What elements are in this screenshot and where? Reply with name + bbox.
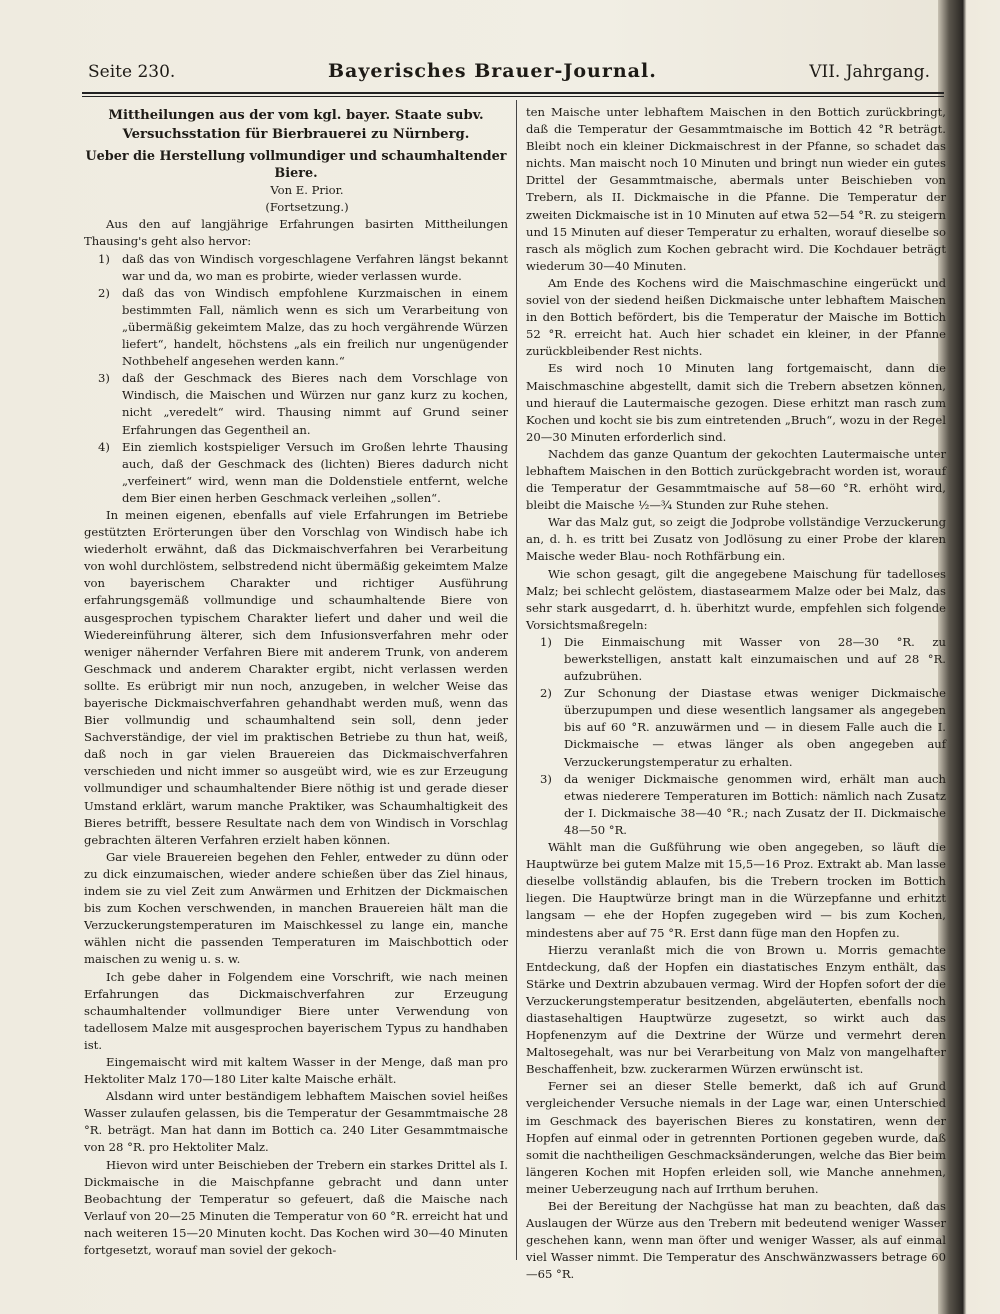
paragraph: ten Maische unter lebhaftem Maischen in den Bottich zurückbringt, daß die Temperatur der Gesammtmaische im Bottich 42 °R beträgt. Bleibt noch ein kleiner Dickmaischrest in der Pfanne, so schadet das nichts. Man maischt noch 10 Minuten und bringt nun wieder ein gutes Drittel der Gesammtmaische, abermals unter Beischieben von Trebern, als II. Dickmaische in die Pfanne. Die Temperatur der zweiten Dickmaische ist in 10 Minuten auf etwa 52—54 °R. zu steigern und 15 Minuten auf dieser Temperatur zu erhalten, worauf dieselbe so rasch als möglich zum Kochen gebracht wird. Die Kochdauer beträgt wiederum 30—40 Minuten. <box>526 105 946 273</box>
left-column <box>84 104 508 1259</box>
paragraph: Bei der Bereitung der Nachgüsse hat man zu beachten, daß das Auslaugen der Würze aus den Trebern mit bedeutend weniger Wasser geschehen kann, wenn man öfter und weniger Wasser, als auf einmal viel Wasser nimmt. Die Temperatur des Anschwänzwassers betrage 60—65 °R. <box>526 1199 946 1282</box>
page-number: Seite 230. <box>88 62 176 82</box>
list-item: 1) Die Einmaischung mit Wasser von 28—30 °R. zu bewerkstelligen, anstatt kalt einzumaischen und auf 28 °R. aufzubrühen. <box>540 634 946 684</box>
running-header <box>88 58 930 88</box>
list-item: 2) daß das von Windisch empfohlene Kurzmaischen in einem bestimmten Fall, nämlich wenn es sich um Verarbeitung von „übermäßig gekeimtem Malze, das zu hoch vergährende Würzen liefert“, handelt, höchstens „als ein freilich nur ungenügender Nothbehelf angesehen werden kann.“ <box>98 285 508 369</box>
intro-paragraph: Aus den auf langjährige Erfahrungen basirten Mittheilungen Thausing's geht also hervor: <box>84 217 508 249</box>
paragraph: Hierzu veranlaßt mich die von Brown u. Morris gemachte Entdeckung, daß der Hopfen ein diastatisches Enzym enthält, das Stärke und Dextrin abzubauen vermag. Wird der Hopfen sofort der die Verzuckerungstemperatur besitzenden, abgeläuterten, ebenfalls noch diastasehaltigen Hauptwürze zugesetzt, so wirkt auch das Hopfenenzym auf die Dextrine der Würze und vermehrt deren Maltosegehalt, was nur bei Verarbeitung von Malz von mangelhafter Beschaffenheit, bzw. zuckerarmen Würzen erwünscht ist. <box>526 942 946 1077</box>
header-rule-thin <box>82 96 944 97</box>
paragraph: Ferner sei an dieser Stelle bemerkt, daß ich auf Grund vergleichender Versuche niemals in der Lage war, einen Unterschied im Geschmack des bayerischen Bieres zu konstatiren, wenn der Hopfen auf einmal oder in getrennten Portionen gegeben wurde, daß somit die nachtheiligen Geschmacksänderungen, welche das Bier beim längeren Kochen mit Hopfen erleiden soll, wie Manche annehmen, meiner Ueberzeugung nach auf Irrthum beruhen. <box>526 1079 946 1196</box>
book-binding-edge <box>938 0 1000 1314</box>
paragraph: Alsdann wird unter beständigem lebhaftem Maischen soviel heißes Wasser zulaufen gelassen, bis die Temperatur der Gesammtmaische 28 °R. beträgt. Man hat dann im Bottich ca. 240 Liter Gesammtmaische von 28 °R. pro Hektoliter Malz. <box>84 1089 508 1155</box>
right-column <box>526 104 946 1283</box>
paragraph: Ich gebe daher in Folgendem eine Vorschrift, wie nach meinen Erfahrungen das Dickmaischverfahren zur Erzeugung schaumhaltender vollmundiger Biere unter Verwendung von tadellosem Malze mit ausgesprochen bayerischem Typus zu handhaben ist. <box>84 969 508 1052</box>
continuation-note: (Fortsetzung.) <box>265 200 349 215</box>
volume-label: VII. Jahrgang. <box>809 62 930 82</box>
list-item: 3) daß der Geschmack des Bieres nach dem Vorschlage von Windisch, die Maischen und Würzen nur ganz kurz zu kochen, nicht „veredelt“ wird. Thausing nimmt auf Grund seiner Erfahrungen das Gegentheil an. <box>98 371 508 437</box>
paragraph: In meinen eigenen, ebenfalls auf viele Erfahrungen im Betriebe gestützten Erörterungen über den Vorschlag von Windisch habe ich wiederholt erwähnt, daß das Dickmaischverfahren bei Verarbeitung von wohl durchlöstem, selbstredend nicht übermäßig gekeimtem Malze von bayerischem Charakter und richtiger Ausführung erfahrungsgemäß vollmundige und schaumhaltende Biere von ausgesprochen typischem Charakter liefert und daher und weil die Wiedereinführung älterer, sich dem Infusionsverfahren mehr oder weniger nähernder Verfahren Biere mit anderem Trunk, von anderem Geschmack und anderem Charakter ergibt, nicht verlassen werden sollte. Es erübrigt mir nun noch, anzugeben, in welcher Weise das bayerische Dickmaischverfahren gehandhabt werden muß, wenn das Bier vollmundig und schaumhaltend sein soll, denn jeder Sachverständige, der viel im praktischen Betriebe zu thun hat, weiß, daß noch in gar vielen Brauereien das Dickmaischverfahren verschieden und nicht immer so ausgeübt wird, wie es zur Erzeugung vollmundiger und schaumhaltender Biere nöthig ist und gerade dieser Umstand erklärt, warum manche Praktiker, was Schaumhaltigkeit des Bieres betrifft, bessere Resultate nach dem von Windisch in Vorschlag gebrachten älteren Verfahren erzielt haben können. <box>84 507 508 847</box>
list-item: 1) daß das von Windisch vorgeschlagene Verfahren längst bekannt war und da, wo man es probirte, wieder verlassen wurde. <box>98 251 508 283</box>
paragraph: Eingemaischt wird mit kaltem Wasser in der Menge, daß man pro Hektoliter Malz 170—180 Liter kalte Maische erhält. <box>84 1054 508 1087</box>
header-rule <box>82 92 944 94</box>
paragraph: Hievon wird unter Beischieben der Trebern ein starkes Drittel als I. Dickmaische in die Maischpfanne gebracht und dann unter Beobachtung der Temperatur so gefeuert, daß die Maische nach Verlauf von 20—25 Minuten die Temperatur von 60 °R. erreicht hat und nach weiteren 15—20 Minuten kocht. Das Kochen wird 30—40 Minuten fortgesetzt, worauf man soviel der gekoch- <box>84 1157 508 1257</box>
precaution-list <box>526 634 946 839</box>
paragraph: Wie schon gesagt, gilt die angegebene Maischung für tadelloses Malz; bei schlecht gelöstem, diastasearmem Malze oder bei Malz, das sehr stark ausgedarrt, d. h. überhitzt wurde, empfehlen sich folgende Vorsichtsmaßregeln: <box>526 566 946 632</box>
article-byline: Von E. Prior. <box>270 183 344 198</box>
paragraph: Gar viele Brauereien begehen den Fehler, entweder zu dünn oder zu dick einzumaischen, wieder andere schießen über das Ziel hinaus, indem sie zu viel Zeit zum Anwärmen und Erhitzen der Dickmaischen bis zum Kochen verschwenden, in manchen Brauereien hält man die Verzuckerungstemperaturen im Maischkessel zu lange ein, manche wählen nicht die passenden Temperaturen im Maischbottich oder maischen zu wenig u. s. w. <box>84 849 508 967</box>
list-item: 4) Ein ziemlich kostspieliger Versuch im Großen lehrte Thausing auch, daß der Geschmack des (lichten) Bieres dadurch nicht „verfeinert“ wird, wenn man die Doldenstiele entfernt, welche dem Bier einen herben Geschmack verleihen „sollen“. <box>98 439 508 505</box>
journal-title: Bayerisches Brauer-Journal. <box>328 60 657 82</box>
article-heading: Mittheilungen aus der vom kgl. bayer. Staate subv. Versuchsstation für Bierbrauerei zu Nürnberg. <box>108 108 484 142</box>
article-subtitle: Ueber die Herstellung vollmundiger und schaumhaltender Biere. <box>85 149 507 182</box>
paragraph: Am Ende des Kochens wird die Maischmaschine eingerückt und soviel von der siedend heißen Dickmaische unter lebhaftem Maischen in den Bottich befördert, bis die Temperatur der Maische im Bottich 52 °R. erreicht hat. Auch hier schadet ein kleiner, in der Pfanne zurückbleibender Rest nichts. <box>526 275 946 359</box>
list-item: 2) Zur Schonung der Diastase etwas weniger Dickmaische überzupumpen und diese wesentlich langsamer als angegeben bis auf 60 °R. anzuwärmen und — in diesem Falle auch die I. Dickmaische — etwas länger als oben angegeben auf Verzuckerungstemperatur zu erhalten. <box>540 686 946 769</box>
paragraph: Es wird noch 10 Minuten lang fortgemaischt, dann die Maischmaschine abgestellt, damit sich die Trebern absetzen können, und hierauf die Lautermaische gezogen. Diese erhitzt man rasch zum Kochen und kocht sie bis zum eintretenden „Bruch“, wozu in der Regel 20—30 Minuten erforderlich sind. <box>526 361 946 444</box>
column-divider <box>516 100 517 1260</box>
list-item: 3) da weniger Dickmaische genommen wird, erhält man auch etwas niederere Temperaturen im Bottich: nämlich nach Zusatz der I. Dickmaische 38—40 °R.; nach Zusatz der II. Dickmaische 48—50 °R. <box>540 771 946 837</box>
paragraph: War das Malz gut, so zeigt die Jodprobe vollständige Verzuckerung an, d. h. es tritt bei Zusatz von Jodlösung zu einer Probe der klaren Maische weder Blau- noch Rothfärbung ein. <box>526 515 946 564</box>
summary-points <box>84 251 508 507</box>
paragraph: Nachdem das ganze Quantum der gekochten Lautermaische unter lebhaftem Maischen in den Bottich zurückgebracht worden ist, worauf die Temperatur der Gesammtmaische auf 58—60 °R. erhöht wird, bleibt die Maische ½—¾ Stunden zur Ruhe stehen. <box>526 446 946 513</box>
paragraph: Wählt man die Gußführung wie oben angegeben, so läuft die Hauptwürze bei gutem Malze mit 15,5—16 Proz. Extrakt ab. Man lasse dieselbe vollständig ablaufen, bis die Trebern trocken im Bottich liegen. Die Hauptwürze bringt man in die Würzepfanne und erhitzt langsam — ehe der Hopfen zugegeben wird — bis zum Kochen, mindestens aber auf 75 °R. Erst dann füge man den Hopfen zu. <box>526 840 946 940</box>
